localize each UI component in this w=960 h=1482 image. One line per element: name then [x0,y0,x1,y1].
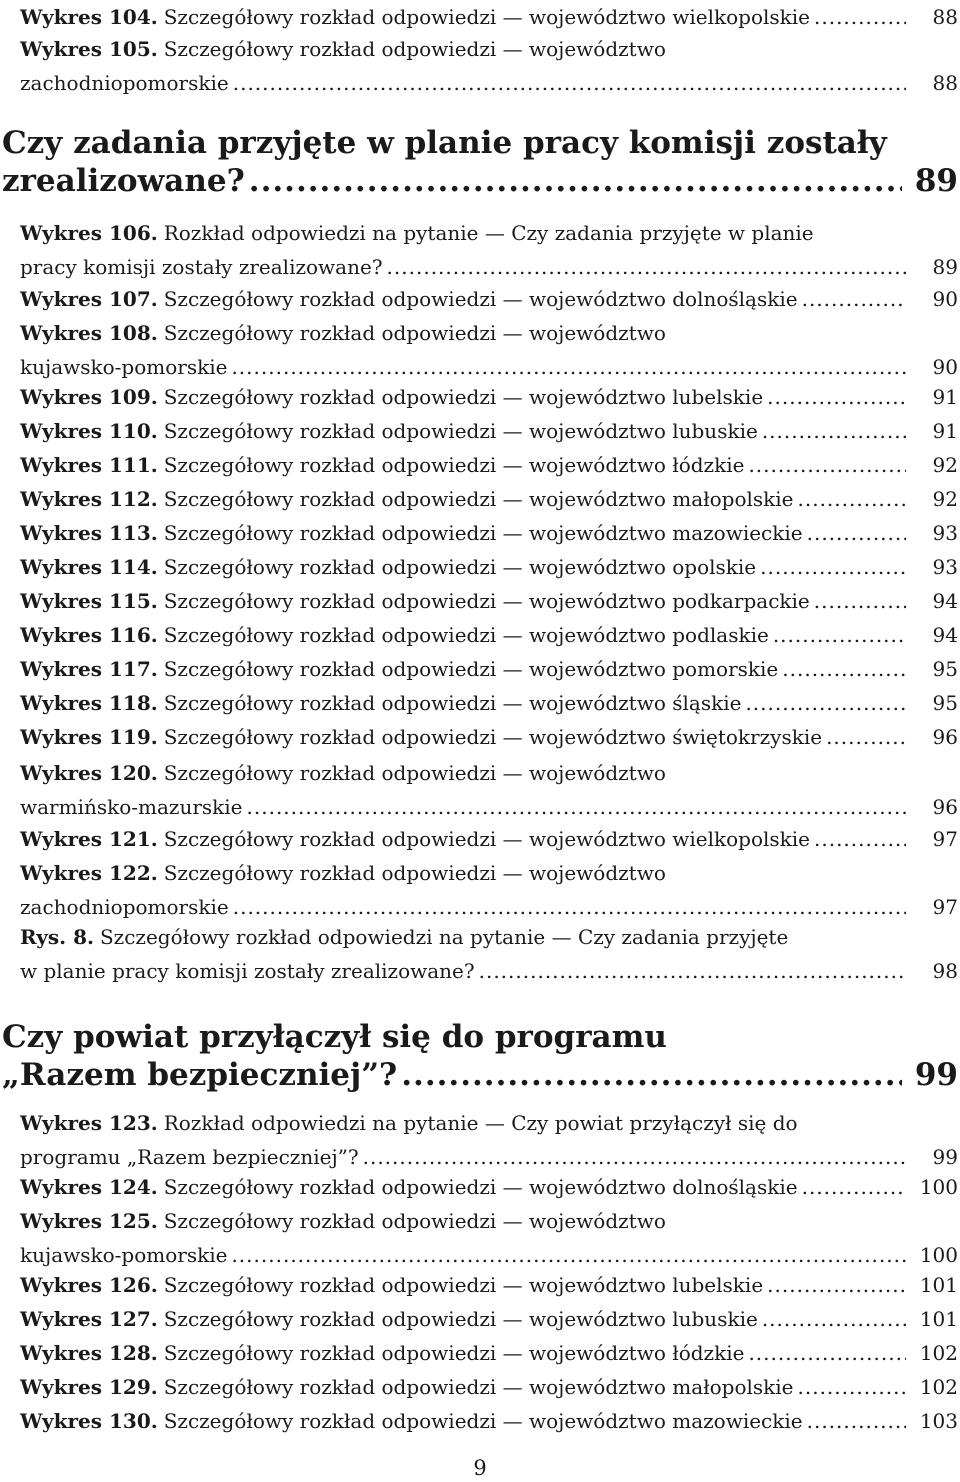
entry-label: Wykres 116. [20,623,158,647]
entry-label: Wykres 123. [20,1111,158,1135]
entry-title: Szczegółowy rozkład odpowiedzi — województwo lubelskie [163,1273,764,1297]
toc-entry[interactable] [20,686,958,720]
entry-title: Szczegółowy rozkład odpowiedzi — województwo [163,1209,666,1233]
entry-title: Szczegółowy rozkład odpowiedzi — województwo [163,37,666,61]
entry-label: Wykres 118. [20,691,158,715]
entry-page: 88 [932,5,958,29]
entry-label: Wykres 110. [20,419,158,443]
toc-entry[interactable] [20,516,958,550]
entry-label: Wykres 112. [20,487,158,511]
entry-label: Wykres 119. [20,725,158,749]
entry-page: 96 [932,725,958,749]
toc-entry[interactable] [20,1302,958,1336]
entry-title-cont: kujawsko-pomorskie [20,355,228,379]
entry-title: Szczegółowy rozkład odpowiedzi — województwo wielkopolskie [163,5,810,29]
entry-title-cont: warmińsko-mazurskie [20,795,243,819]
toc-entry[interactable] [20,618,958,652]
entry-title: Szczegółowy rozkład odpowiedzi — województwo mazowieckie [163,521,803,545]
entry-page: 90 [932,287,958,311]
entry-title-cont: zachodniopomorskie [20,895,229,919]
leader-dots [247,790,906,824]
entry-page: 98 [932,959,958,983]
leader-dots [773,618,906,652]
toc-entry[interactable] [20,1106,958,1174]
entry-title: Szczegółowy rozkład odpowiedzi — województwo łódzkie [163,1341,745,1365]
entry-page: 90 [932,355,958,379]
entry-label: Wykres 117. [20,657,158,681]
entry-label: Wykres 107. [20,287,158,311]
entry-page: 97 [932,827,958,851]
entry-page: 96 [932,795,958,819]
leader-dots [231,1238,906,1272]
leader-dots [767,1268,906,1302]
leader-dots [767,380,906,414]
entry-label: Wykres 105. [20,37,158,61]
entry-title: Szczegółowy rozkład odpowiedzi — województwo wielkopolskie [163,827,810,851]
entry-page: 102 [919,1375,958,1399]
entry-title: Rozkład odpowiedzi na pytanie — Czy powiat przyłączył się do [163,1111,798,1135]
entry-title-cont: programu „Razem bezpieczniej”? [20,1145,359,1169]
entry-page: 92 [932,487,958,511]
entry-page: 95 [932,657,958,681]
toc-entry[interactable] [20,584,958,618]
entry-page: 93 [932,555,958,579]
entry-label: Wykres 124. [20,1175,158,1199]
entry-title: Szczegółowy rozkład odpowiedzi — województwo podlaskie [163,623,769,647]
entry-label: Wykres 122. [20,861,158,885]
entry-title: Szczegółowy rozkład odpowiedzi na pytanie — Czy zadania przyjęte [99,925,789,949]
toc-entry[interactable] [20,316,958,384]
toc-entry[interactable] [20,282,958,316]
entry-page: 94 [932,589,958,613]
entry-title: Szczegółowy rozkład odpowiedzi — województwo małopolskie [163,1375,794,1399]
leader-dots [363,1140,906,1174]
toc-entry[interactable] [20,1404,958,1438]
leader-dots [387,250,906,284]
entry-page: 88 [932,71,958,95]
entry-page: 89 [932,255,958,279]
toc-entry[interactable] [20,1204,958,1272]
entry-title-cont: zachodniopomorskie [20,71,229,95]
entry-title: Szczegółowy rozkład odpowiedzi — województwo opolskie [163,555,757,579]
leader-dots [807,516,906,550]
toc-entry[interactable] [20,1170,958,1204]
leader-dots [231,350,906,384]
toc-entry[interactable] [20,652,958,686]
leader-dots [762,1302,906,1336]
leader-dots [782,652,906,686]
entry-title: Szczegółowy rozkład odpowiedzi — województwo [163,321,666,345]
section-title-cont: „Razem bezpieczniej”? [2,1057,398,1093]
entry-page: 93 [932,521,958,545]
leader-dots [748,1336,906,1370]
toc-entry[interactable] [20,920,958,988]
entry-label: Wykres 113. [20,521,158,545]
entry-title: Szczegółowy rozkład odpowiedzi — województwo pomorskie [163,657,779,681]
leader-dots [249,162,902,200]
toc-entry[interactable] [20,756,958,824]
entry-page: 94 [932,623,958,647]
leader-dots [745,686,906,720]
leader-dots [760,550,906,584]
toc-entry[interactable] [20,32,958,100]
entry-title: Szczegółowy rozkład odpowiedzi — województwo lubelskie [163,385,764,409]
toc-entry[interactable] [20,1370,958,1404]
entry-page: 100 [919,1243,958,1267]
toc-entry[interactable] [20,1268,958,1302]
leader-dots [748,448,906,482]
entry-title: Szczegółowy rozkład odpowiedzi — województwo dolnośląskie [163,1175,798,1199]
leader-dots [814,0,906,34]
entry-label: Wykres 128. [20,1341,158,1365]
entry-label: Wykres 125. [20,1209,158,1233]
section-page: 99 [914,1057,958,1093]
toc-entry[interactable] [20,448,958,482]
entry-page: 102 [919,1341,958,1365]
entry-page: 95 [932,691,958,715]
entry-page: 97 [932,895,958,919]
leader-dots [479,954,906,988]
leader-dots [826,720,906,754]
entry-title: Szczegółowy rozkład odpowiedzi — województwo małopolskie [163,487,794,511]
section-title: Czy zadania przyjęte w planie pracy komisji zostały [2,125,887,161]
leader-dots [814,584,906,618]
entry-label: Wykres 106. [20,221,158,245]
entry-title-cont: pracy komisji zostały zrealizowane? [20,255,383,279]
entry-page: 103 [919,1409,958,1433]
entry-title: Szczegółowy rozkład odpowiedzi — województwo łódzkie [163,453,745,477]
entry-page: 101 [919,1273,958,1297]
section-title: Czy powiat przyłączył się do programu [2,1019,667,1055]
section-heading[interactable] [2,1018,958,1094]
toc-entry[interactable] [20,0,958,34]
entry-page: 100 [919,1175,958,1199]
entry-label: Wykres 121. [20,827,158,851]
entry-title-cont: kujawsko-pomorskie [20,1243,228,1267]
entry-page: 92 [932,453,958,477]
entry-label: Wykres 104. [20,5,158,29]
leader-dots [233,66,906,100]
entry-page: 91 [932,385,958,409]
leader-dots [798,1370,907,1404]
entry-title: Szczegółowy rozkład odpowiedzi — województwo [163,861,666,885]
entry-label: Wykres 130. [20,1409,158,1433]
entry-label: Wykres 109. [20,385,158,409]
toc-entry[interactable] [20,822,958,856]
section-title-cont: zrealizowane? [2,163,245,199]
leader-dots [807,1404,906,1438]
entry-label: Rys. 8. [20,925,94,949]
section-heading[interactable] [2,124,958,200]
toc-entry[interactable] [20,216,958,284]
toc-entry[interactable] [20,1336,958,1370]
entry-title: Rozkład odpowiedzi na pytanie — Czy zadania przyjęte w planie [163,221,814,245]
toc-entry[interactable] [20,482,958,516]
entry-title: Szczegółowy rozkład odpowiedzi — województwo lubuskie [163,1307,758,1331]
leader-dots [802,1170,906,1204]
entry-title: Szczegółowy rozkład odpowiedzi — województwo śląskie [163,691,742,715]
entry-title: Szczegółowy rozkład odpowiedzi — województwo dolnośląskie [163,287,798,311]
entry-title: Szczegółowy rozkład odpowiedzi — województwo [163,761,666,785]
entry-page: 101 [919,1307,958,1331]
entry-label: Wykres 114. [20,555,158,579]
entry-page: 91 [932,419,958,443]
entry-title: Szczegółowy rozkład odpowiedzi — województwo mazowieckie [163,1409,803,1433]
toc-entry[interactable] [20,720,958,754]
entry-label: Wykres 108. [20,321,158,345]
leader-dots [798,482,907,516]
entry-label: Wykres 127. [20,1307,158,1331]
leader-dots [401,1056,902,1094]
entry-label: Wykres 115. [20,589,158,613]
toc-entry[interactable] [20,380,958,414]
page-number: 9 [473,1456,487,1480]
leader-dots [762,414,906,448]
entry-page: 99 [932,1145,958,1169]
toc-entry[interactable] [20,414,958,448]
leader-dots [814,822,906,856]
leader-dots [233,890,906,924]
entry-title: Szczegółowy rozkład odpowiedzi — województwo podkarpackie [163,589,810,613]
entry-label: Wykres 120. [20,761,158,785]
entry-title-cont: w planie pracy komisji zostały zrealizowane? [20,959,475,983]
toc-entry[interactable] [20,550,958,584]
section-page: 89 [914,163,958,199]
entry-label: Wykres 129. [20,1375,158,1399]
entry-label: Wykres 126. [20,1273,158,1297]
toc-entry[interactable] [20,856,958,924]
entry-title: Szczegółowy rozkład odpowiedzi — województwo świętokrzyskie [163,725,823,749]
entry-label: Wykres 111. [20,453,158,477]
entry-title: Szczegółowy rozkład odpowiedzi — województwo lubuskie [163,419,758,443]
leader-dots [802,282,906,316]
